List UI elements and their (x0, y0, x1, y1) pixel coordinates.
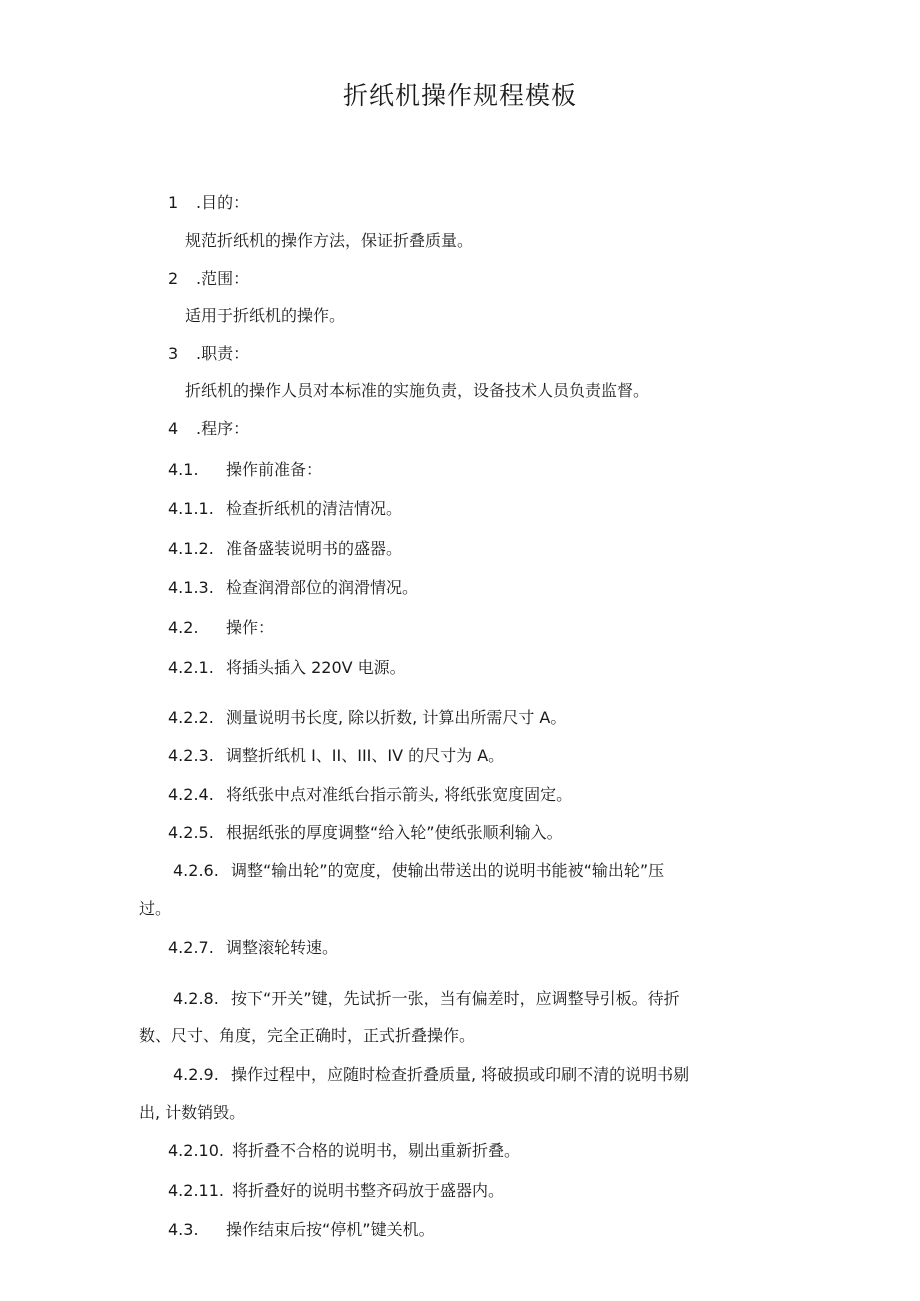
clause-text: 操作结束后按“停机”键关机。 (226, 1220, 435, 1239)
section-2-heading (168, 269, 249, 289)
clause-text: 根据纸张的厚度调整“给入轮”使纸张顺利输入。 (226, 823, 563, 842)
clause-4-2-6-continuation: 过。 (139, 899, 172, 918)
section-2-body: 适用于折纸机的操作。 (185, 306, 346, 325)
clause-4-2-9 (173, 1065, 689, 1085)
clause-4-2-10 (168, 1141, 520, 1161)
clause-4-2-9-continuation: 出, 计数销毁。 (139, 1103, 246, 1122)
clause-text: 准备盛装说明书的盛器。 (226, 539, 403, 558)
section-number: 4 (168, 419, 179, 438)
clause-number: 4.2.1. (168, 658, 214, 677)
clause-number: 4.1.1. (168, 499, 214, 518)
clause-number: 4.2.11. (168, 1181, 224, 1200)
clause-number: 4.2.9. (173, 1065, 219, 1084)
document-title: 折纸机操作规程模板 (342, 81, 577, 110)
clause-number: 4.2.2. (168, 708, 214, 727)
clause-text: 按下“开关”键，先试折一张，当有偏差时，应调整导引板。待折 (231, 989, 680, 1008)
section-heading-text: .程序： (196, 419, 250, 438)
section-number: 3 (168, 344, 179, 363)
section-1-heading (168, 193, 249, 213)
clause-text: 调整“输出轮”的宽度，使输出带送出的说明书能被“输出轮”压 (231, 861, 665, 880)
clause-4-2-11 (168, 1181, 504, 1201)
clause-4-2-3 (168, 746, 504, 766)
clause-text: 检查润滑部位的润滑情况。 (226, 578, 419, 597)
clause-4-2 (168, 618, 274, 638)
section-number: 1 (168, 193, 179, 212)
clause-text: 将插头插入 220V 电源。 (226, 658, 406, 677)
clause-number: 4.2.8. (173, 989, 219, 1008)
section-heading-text: .目的： (196, 193, 250, 212)
section-heading-text: .职责： (196, 344, 250, 363)
clause-number: 4.2. (168, 618, 199, 637)
clause-text: 调整折纸机 I、II、III、IV 的尺寸为 A。 (226, 746, 505, 765)
clause-4-3 (168, 1220, 435, 1240)
clause-number: 4.2.10. (168, 1141, 224, 1160)
section-3-body: 折纸机的操作人员对本标准的实施负责，设备技术人员负责监督。 (185, 381, 650, 400)
section-4-heading (168, 419, 249, 439)
clause-number: 4.1.3. (168, 578, 214, 597)
clause-4-2-6 (173, 861, 664, 881)
section-1-body: 规范折纸机的操作方法，保证折叠质量。 (185, 231, 474, 250)
clause-text: 检查折纸机的清洁情况。 (226, 499, 403, 518)
clause-number: 4.3. (168, 1220, 199, 1239)
clause-4-2-8 (173, 989, 680, 1009)
clause-text: 操作前准备： (226, 460, 323, 479)
clause-text: 将纸张中点对准纸台指示箭头, 将纸张宽度固定。 (226, 785, 573, 804)
clause-number: 4.2.5. (168, 823, 214, 842)
clause-4-1-3 (168, 578, 418, 598)
clause-number: 4.2.3. (168, 746, 214, 765)
clause-text: 测量说明书长度, 除以折数, 计算出所需尺寸 A。 (226, 708, 567, 727)
clause-number: 4.1.2. (168, 539, 214, 558)
clause-number: 4.2.4. (168, 785, 214, 804)
clause-4-2-1 (168, 658, 406, 678)
clause-text: 调整滚轮转速。 (226, 938, 339, 957)
clause-text: 将折叠好的说明书整齐码放于盛器内。 (232, 1181, 505, 1200)
clause-4-2-2 (168, 708, 566, 728)
clause-text: 将折叠不合格的说明书，剔出重新折叠。 (232, 1141, 521, 1160)
section-number: 2 (168, 269, 179, 288)
clause-4-1-2 (168, 539, 402, 559)
clause-text: 操作： (226, 618, 275, 637)
clause-4-1-1 (168, 499, 402, 519)
clause-number: 4.2.6. (173, 861, 219, 880)
section-heading-text: .范围： (196, 269, 250, 288)
clause-4-1 (168, 460, 322, 480)
clause-4-2-4 (168, 785, 572, 805)
clause-number: 4.2.7. (168, 938, 214, 957)
clause-4-2-7 (168, 938, 338, 958)
clause-4-2-8-continuation: 数、尺寸、角度，完全正确时，正式折叠操作。 (139, 1026, 476, 1045)
clause-text: 操作过程中，应随时检查折叠质量, 将破损或印刷不清的说明书剔 (231, 1065, 690, 1084)
clause-number: 4.1. (168, 460, 199, 479)
section-3-heading (168, 344, 249, 364)
clause-4-2-5 (168, 823, 563, 843)
